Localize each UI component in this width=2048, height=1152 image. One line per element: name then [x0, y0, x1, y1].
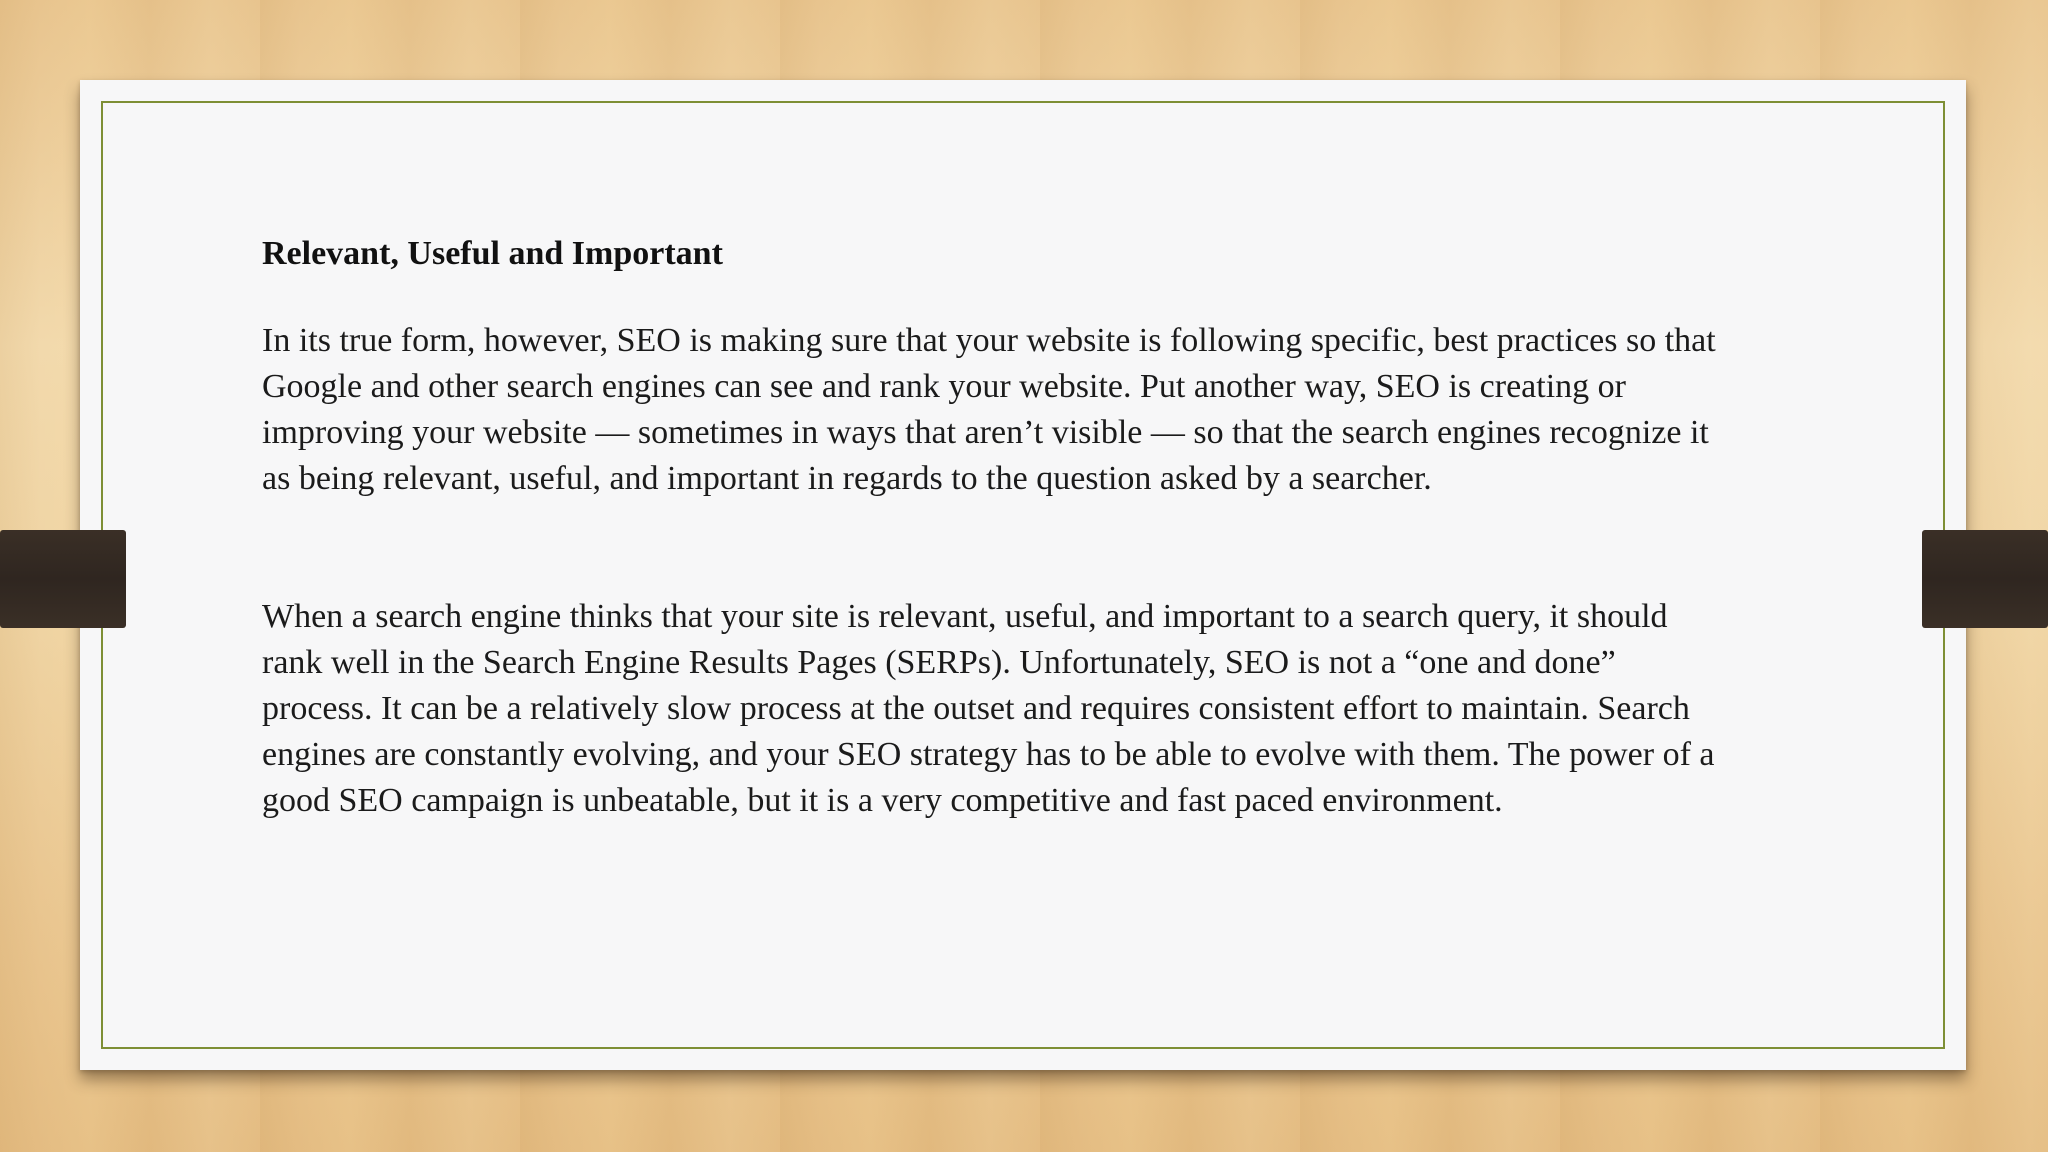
right-binder-clip	[1922, 530, 2048, 628]
slide-card	[80, 80, 1966, 1070]
slide-heading: Relevant, Useful and Important	[262, 235, 723, 272]
left-binder-clip	[0, 530, 126, 628]
slide-content	[262, 232, 1722, 824]
paragraph-seo-definition: In its true form, however, SEO is making sure that your website is following specific, best practices so that Google and other search engines can see and rank your website. Put another way, SEO is creating or improving your website — sometimes in ways that aren’t visible — so that the search engines recognize it as being relevant, useful, and important in regards to the question asked by a searcher.	[262, 322, 1716, 498]
paragraph-seo-process: When a search engine thinks that your site is relevant, useful, and important to a search query, it should rank well in the Search Engine Results Pages (SERPs). Unfortunately, SEO is not a “one and done” process. It can be a relatively slow process at the outset and requires consistent effort to maintain. Search engines are constantly evolving, and your SEO strategy has to be able to evolve with them. The power of a good SEO campaign is unbeatable, but it is a very competitive and fast paced environment.	[262, 598, 1715, 820]
